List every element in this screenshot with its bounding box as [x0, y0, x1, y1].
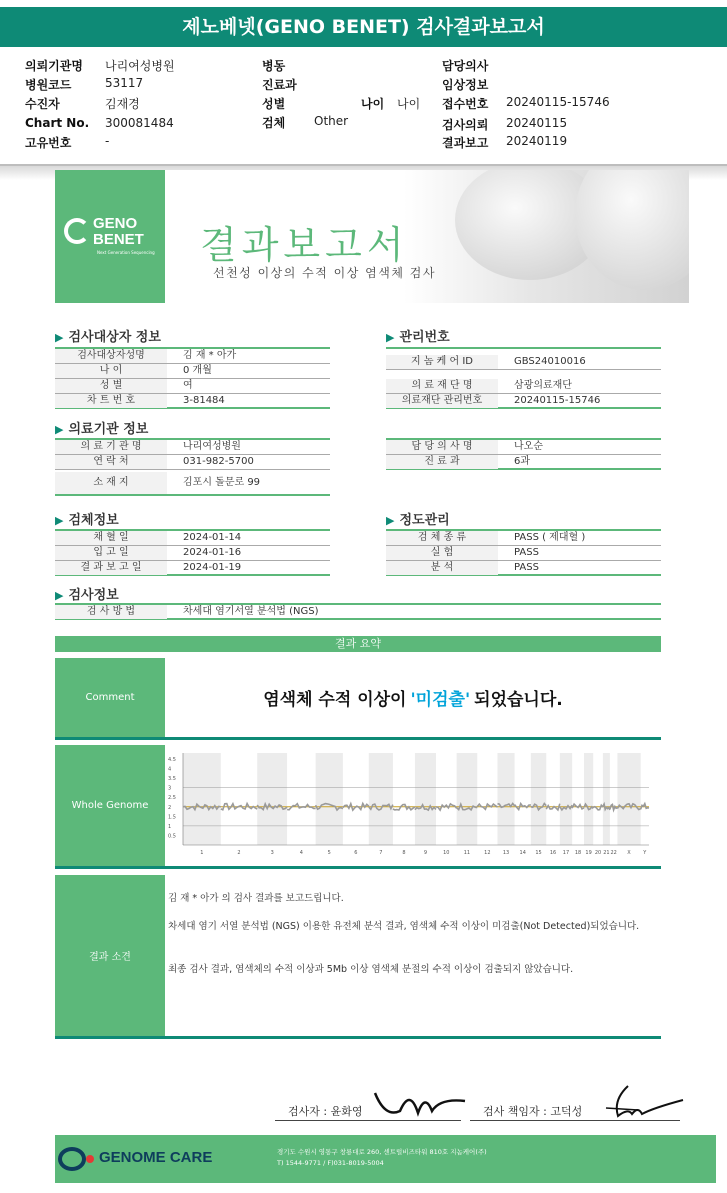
chromosome-band — [183, 753, 221, 845]
tester-name: 검사자 : 윤화영 — [288, 1105, 363, 1118]
meta-label: 수진자 — [25, 97, 60, 111]
chromosome-band — [497, 753, 514, 845]
arrow-icon: ▶ — [55, 423, 64, 436]
arrow-icon: ▶ — [55, 589, 64, 602]
x-tick-label: 4 — [299, 850, 303, 856]
y-tick-label: 1.5 — [168, 814, 176, 821]
info-row: 차 트 번 호 3-81484 — [55, 394, 330, 409]
x-tick-label: 14 — [519, 850, 526, 856]
report-title: 제노베넷(GENO BENET) 검사결과보고서 — [0, 7, 727, 47]
arrow-icon: ▶ — [386, 331, 395, 344]
opinion-line: 김 재 * 아가 의 검사 결과를 보고드립니다. — [168, 893, 344, 904]
x-tick-label: 22 — [610, 850, 617, 856]
info-row: 의 료 기 관 명 나리여성병원 — [55, 440, 330, 455]
genobenet-logo-icon — [64, 218, 90, 244]
meta-label: 담당의사 — [442, 59, 489, 73]
y-tick-label: 3.5 — [168, 776, 176, 783]
x-tick-label: 3 — [270, 850, 274, 856]
summary-header: 결과 요약 — [55, 636, 661, 652]
meta-label: 접수번호 — [442, 97, 489, 111]
info-row: 의 료 재 단 명 삼광의료재단 — [386, 379, 661, 394]
y-tick-label: 4.5 — [168, 757, 176, 763]
x-tick-label: 16 — [549, 850, 557, 856]
arrow-icon: ▶ — [386, 514, 395, 527]
report-meta — [0, 54, 727, 164]
meta-value: 300081484 — [105, 116, 174, 130]
chromosome-band — [316, 753, 343, 845]
x-tick-label: 15 — [535, 850, 542, 856]
section-rule — [386, 347, 661, 349]
x-tick-label: 12 — [484, 850, 491, 856]
info-row: 나 이 0 개월 — [55, 364, 330, 379]
x-tick-label: 20 — [594, 850, 602, 856]
copy-number-trace — [610, 804, 618, 810]
meta-label: 검체 — [262, 116, 286, 130]
meta-label: 결과보고 — [442, 136, 489, 150]
logo-text: BENET — [93, 231, 144, 248]
arrow-icon: ▶ — [55, 331, 64, 344]
info-row: 성 별 여 — [55, 379, 330, 394]
x-tick-label: 18 — [574, 850, 582, 856]
info-row: 진 료 과 6과 — [386, 455, 661, 470]
comment-panel — [55, 658, 661, 740]
logo-dot — [86, 1155, 94, 1163]
banner-title: 결과보고서 — [200, 223, 409, 267]
meta-value: - — [105, 134, 110, 148]
x-tick-label: 11 — [463, 850, 471, 856]
chromosome-band — [560, 753, 572, 845]
panel-label: Whole Genome — [55, 745, 165, 866]
meta-label: 병원코드 — [25, 78, 72, 92]
baby-feet-image — [575, 170, 689, 290]
logo-text: GENO — [93, 215, 138, 232]
logo-tagline: Next Generation Sequencing — [97, 250, 155, 255]
x-tick-label: 10 — [443, 850, 450, 856]
footer-address: 경기도 수원시 영통구 창룡대로 260, 센트럴비즈타워 810호 지놈케어(주) — [277, 1148, 487, 1156]
info-row: 입 고 일 2024-01-16 — [55, 546, 330, 561]
chromosome-band — [584, 753, 593, 845]
info-row: 검 사 방 법 차세대 염기서열 분석법 (NGS) — [55, 605, 661, 620]
report-banner — [55, 170, 689, 303]
section-heading-specimen: ▶ 검체정보 — [55, 513, 119, 528]
info-row: 실 험 PASS — [386, 546, 661, 561]
meta-value: 53117 — [105, 76, 144, 90]
footer-phone: T) 1544-9771 / F)031-8019-5004 — [277, 1159, 384, 1167]
info-row: 검사대상자성명 김 재 * 아가 — [55, 349, 330, 364]
genome-panel — [55, 745, 661, 869]
x-tick-label: X — [627, 850, 631, 856]
genobenet-logo — [55, 170, 165, 303]
x-tick-label: 8 — [402, 850, 406, 856]
meta-value: 김재경 — [105, 97, 140, 111]
y-tick-label: 2 — [168, 804, 172, 811]
arrow-icon: ▶ — [55, 514, 64, 527]
info-row: 지 놈 케 어 ID GBS24010016 — [386, 355, 661, 370]
y-tick-label: 2.5 — [168, 795, 176, 802]
info-row: 의료재단 관리번호 20240115-15746 — [386, 394, 661, 409]
section-heading-subject: ▶ 검사대상자 정보 — [55, 330, 161, 345]
opinion-line: 최종 검사 결과, 염색체의 수적 이상과 5Mb 이상 염색체 분절의 수적 이상이 검출되지 않았습니다. — [168, 964, 574, 975]
meta-label: 나이 — [361, 97, 385, 111]
meta-value: 20240115-15746 — [506, 95, 610, 109]
x-tick-label: 17 — [562, 850, 570, 856]
info-row: 분 석 PASS — [386, 561, 661, 576]
copy-number-trace — [287, 804, 316, 810]
x-tick-label: 6 — [354, 850, 358, 856]
chromosome-band — [457, 753, 478, 845]
supervisor-name: 검사 책임자 : 고덕성 — [483, 1105, 583, 1118]
x-tick-label: 7 — [379, 850, 383, 856]
meta-label: Chart No. — [25, 116, 90, 130]
meta-label: 병동 — [262, 59, 286, 73]
meta-value: 나이 — [397, 97, 421, 111]
info-row: 연 락 처 031-982-5700 — [55, 455, 330, 470]
chromosome-band — [415, 753, 436, 845]
footer — [55, 1135, 716, 1183]
info-row: 담 당 의 사 명 나오순 — [386, 440, 661, 455]
x-tick-label: 9 — [423, 850, 428, 856]
meta-value: Other — [314, 114, 349, 128]
x-tick-label: 19 — [585, 850, 592, 856]
y-tick-label: 1 — [168, 823, 172, 830]
copy-number-trace — [593, 805, 603, 810]
x-tick-label: 13 — [502, 850, 510, 856]
comment-before: 염색체 수적 이상이 — [263, 690, 407, 710]
chromosome-band — [369, 753, 393, 845]
meta-value: 20240119 — [506, 134, 568, 148]
info-row: 결 과 보 고 일 2024-01-19 — [55, 561, 330, 576]
x-tick-label: 21 — [603, 850, 610, 856]
chromosome-band — [603, 753, 610, 845]
x-tick-label: 5 — [327, 850, 331, 856]
y-tick-label: 3 — [168, 785, 172, 792]
panel-label: Comment — [55, 658, 165, 737]
meta-label: 고유번호 — [25, 136, 72, 150]
chromosome-band — [257, 753, 287, 845]
whole-genome-chart — [165, 745, 661, 863]
info-row: 소 재 지 김포시 돌문로 99 — [55, 472, 330, 496]
x-tick-label: 1 — [200, 850, 204, 856]
meta-value: 20240115 — [506, 116, 568, 130]
comment-after: 되었습니다. — [474, 690, 563, 710]
meta-label: 의뢰기관명 — [25, 59, 83, 73]
info-row: 검 체 종 류 PASS ( 제대혈 ) — [386, 531, 661, 546]
meta-value: 나리여성병원 — [105, 59, 175, 73]
meta-label: 임상정보 — [442, 78, 489, 92]
footer-brand: GENOME CARE — [99, 1149, 213, 1166]
tester-signature — [370, 1083, 470, 1123]
supervisor-signature — [598, 1080, 688, 1125]
panel-label: 결과 소견 — [55, 875, 165, 1036]
section-heading-qc: ▶ 정도관리 — [386, 513, 450, 528]
x-tick-label: 2 — [237, 850, 241, 856]
info-row: 채 혈 일 2024-01-14 — [55, 531, 330, 546]
y-tick-label: 0.5 — [168, 833, 176, 840]
comment-text — [165, 658, 661, 737]
section-heading-institution: ▶ 의료기관 정보 — [55, 422, 149, 437]
comment-highlight: '미검출' — [410, 690, 471, 710]
section-heading-manage: ▶ 관리번호 — [386, 330, 450, 345]
meta-label: 진료과 — [262, 78, 297, 92]
opinion-line: 차세대 염기 서열 분석법 (NGS) 이용한 유전체 분석 결과, 염색체 수적 이상이 미검출(Not Detected)되었습니다. — [168, 921, 640, 932]
copy-number-trace — [515, 804, 531, 810]
banner-subtitle: 선천성 이상의 수적 이상 염색체 검사 — [213, 266, 436, 280]
meta-label: 검사의뢰 — [442, 118, 489, 132]
section-heading-test: ▶ 검사정보 — [55, 588, 119, 603]
chromosome-band — [531, 753, 546, 845]
genomecare-logo-icon — [58, 1147, 86, 1171]
chromosome-band — [617, 753, 640, 845]
y-tick-label: 4 — [168, 766, 172, 773]
x-tick-label: Y — [643, 850, 647, 856]
meta-label: 성별 — [262, 97, 286, 111]
